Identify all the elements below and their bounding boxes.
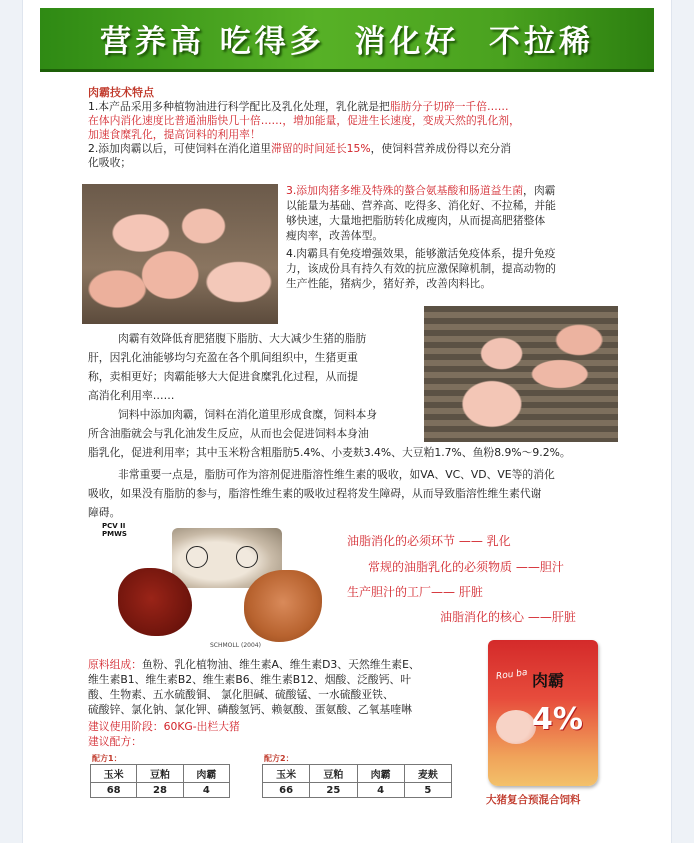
bag-latin-name: Rou ba: [495, 667, 529, 683]
bag-percent: 4%: [532, 702, 583, 737]
bag-pig-icon: [496, 710, 536, 744]
table-row: [263, 783, 452, 798]
body-a-line-2: 肝，因乳化油能够均匀充盈在各个肌间组织中，生猪更重: [88, 351, 358, 364]
table-cell: 4: [357, 783, 404, 798]
table-header-cell: 豆粕: [137, 765, 183, 783]
formula2-label: 配方2：: [264, 754, 294, 763]
body-a-line-1: 肉霸有效降低育肥猪腹下脂肪、大大减少生猪的脂肪: [118, 332, 367, 345]
magnifier-ring-left: [186, 546, 208, 568]
point3-line-4: 瘦肉率，改善体型。: [286, 229, 384, 242]
point4-line-1: 4.肉霸具有免疫增强效果，能够激活免疫体系，提升免疫: [286, 247, 556, 260]
header-banner: [40, 8, 654, 72]
body-a-line-4: 高消化利用率……: [88, 389, 175, 402]
intro-line-5: 化吸收；: [88, 156, 132, 169]
table-cell: 66: [263, 783, 310, 798]
digestion-line-2: 常规的油脂乳化的必须物质 ——胆汁: [368, 560, 564, 574]
table-header-cell: 麦麸: [404, 765, 451, 783]
table-header-cell: 豆粕: [310, 765, 357, 783]
body-c-line-1: 非常重要一点是，脂肪可作为溶剂促进脂溶性维生素的吸收，如VA、VC、VD、VE等的消化: [118, 468, 555, 481]
table-cell: 5: [404, 783, 451, 798]
body-c-line-3: 障碍。: [88, 506, 121, 519]
intro-line-4: 2.添加肉霸以后，可使饲料在消化道里滞留的时间延长15%，使饲料营养成份得以充分消: [88, 142, 511, 155]
liver-image-light: [244, 570, 322, 642]
figure-credit: SCHMOLL (2004): [210, 642, 261, 649]
digestion-line-1: 油脂消化的必须环节 —— 乳化: [347, 534, 511, 548]
point3-line-2: 以能量为基础、营养高、吃得多、消化好、不拉稀，并能: [286, 199, 556, 212]
ingredients-line-1: 原料组成：鱼粉、乳化植物油、维生素A、维生素D3、天然维生素E、: [88, 658, 420, 671]
pcv-liver-figure: [102, 520, 332, 648]
body-b-line-3: 脂乳化，促进利用率；其中玉米粉含粗脂肪5.4%、小麦麸3.4%、大豆粕1.7%、鱼粉8.9%～9.2%。: [88, 446, 571, 459]
point3-line-1: 3.添加肉猪多维及特殊的螯合氨基酸和肠道益生菌，肉霸: [286, 184, 556, 197]
digestion-line-3: 生产胆汁的工厂—— 肝脏: [347, 585, 483, 599]
body-b-line-1: 饲料中添加肉霸，饲料在消化道里形成食糜，饲料本身: [118, 408, 378, 421]
formula-title: 建议配方：: [88, 735, 142, 748]
usage-stage: 建议使用阶段：60KG-出栏大猪: [88, 720, 240, 733]
point4-line-2: 力，该成份具有持久有效的抗应激保障机制，提高动物的: [286, 262, 556, 275]
table-header-cell: 肉霸: [357, 765, 404, 783]
table-header-cell: 肉霸: [183, 765, 229, 783]
table-header-row: [91, 765, 230, 783]
point4-line-3: 生产性能，猪病少，猪好养，改善肉料比。: [286, 277, 492, 290]
bag-product-name: 肉霸: [532, 671, 565, 690]
digestion-line-4: 油脂消化的核心 ——肝脏: [440, 610, 576, 624]
body-c-line-2: 吸收，如果没有脂肪的参与，脂溶性维生素的吸收过程将发生障碍，从而导致脂溶性维生素代谢: [88, 487, 542, 500]
table-header-cell: 玉米: [263, 765, 310, 783]
table-cell: 4: [183, 783, 229, 798]
table-row: [91, 783, 230, 798]
point3-line-3: 够快速，大量地把脂肪转化成瘦肉，从而提高肥猪整体: [286, 214, 546, 227]
section-title: 肉霸技术特点: [88, 86, 154, 99]
body-a-line-3: 称，卖相更好；肉霸能够大大促进食糜乳化过程，从而提: [88, 370, 358, 383]
ingredients-line-4: 硫酸锌、氯化钠、氯化钾、磷酸氢钙、赖氨酸、蛋氨酸、乙氧基喹啉: [88, 703, 412, 716]
intro-line-2: 在体内消化速度比普通油脂快几十倍……，增加能量，促进生长速度，变成天然的乳化剂，: [88, 114, 520, 127]
table-cell: 25: [310, 783, 357, 798]
table-header-cell: 玉米: [91, 765, 137, 783]
ingredients-line-3: 酸、生物素、五水硫酸铜、 氯化胆碱、硫酸锰、一水硫酸亚铁、: [88, 688, 394, 701]
magnifier-ring-right: [236, 546, 258, 568]
intro-line-3: 加速食糜乳化，提高饲料的利用率！: [88, 128, 261, 141]
table-cell: 68: [91, 783, 137, 798]
formula2-table: [262, 764, 452, 798]
bag-caption: 大猪复合预混合饲料: [486, 794, 581, 806]
intro-line-1: 1.本产品采用多种植物油进行科学配比及乳化处理，乳化就是把脂肪分子切碎一千倍……: [88, 100, 509, 113]
ingredients-line-2: 维生素B1、维生素B2、维生素B6、维生素B12、烟酸、泛酸钙、叶: [88, 673, 412, 686]
table-header-row: [263, 765, 452, 783]
figure-label: PCV II PMWS: [102, 522, 127, 538]
pigs-photo-left: [82, 184, 278, 324]
product-bag-image: [488, 640, 598, 786]
table-cell: 28: [137, 783, 183, 798]
banner-slogan: 营养高 吃得多 消化好 不拉稀: [100, 24, 594, 60]
pigs-photo-right: [424, 306, 618, 442]
formula1-label: 配方1：: [92, 754, 122, 763]
formula1-table: [90, 764, 230, 798]
body-b-line-2: 所含油脂就会与乳化油发生反应，从而也会促进饲料本身油: [88, 427, 369, 440]
